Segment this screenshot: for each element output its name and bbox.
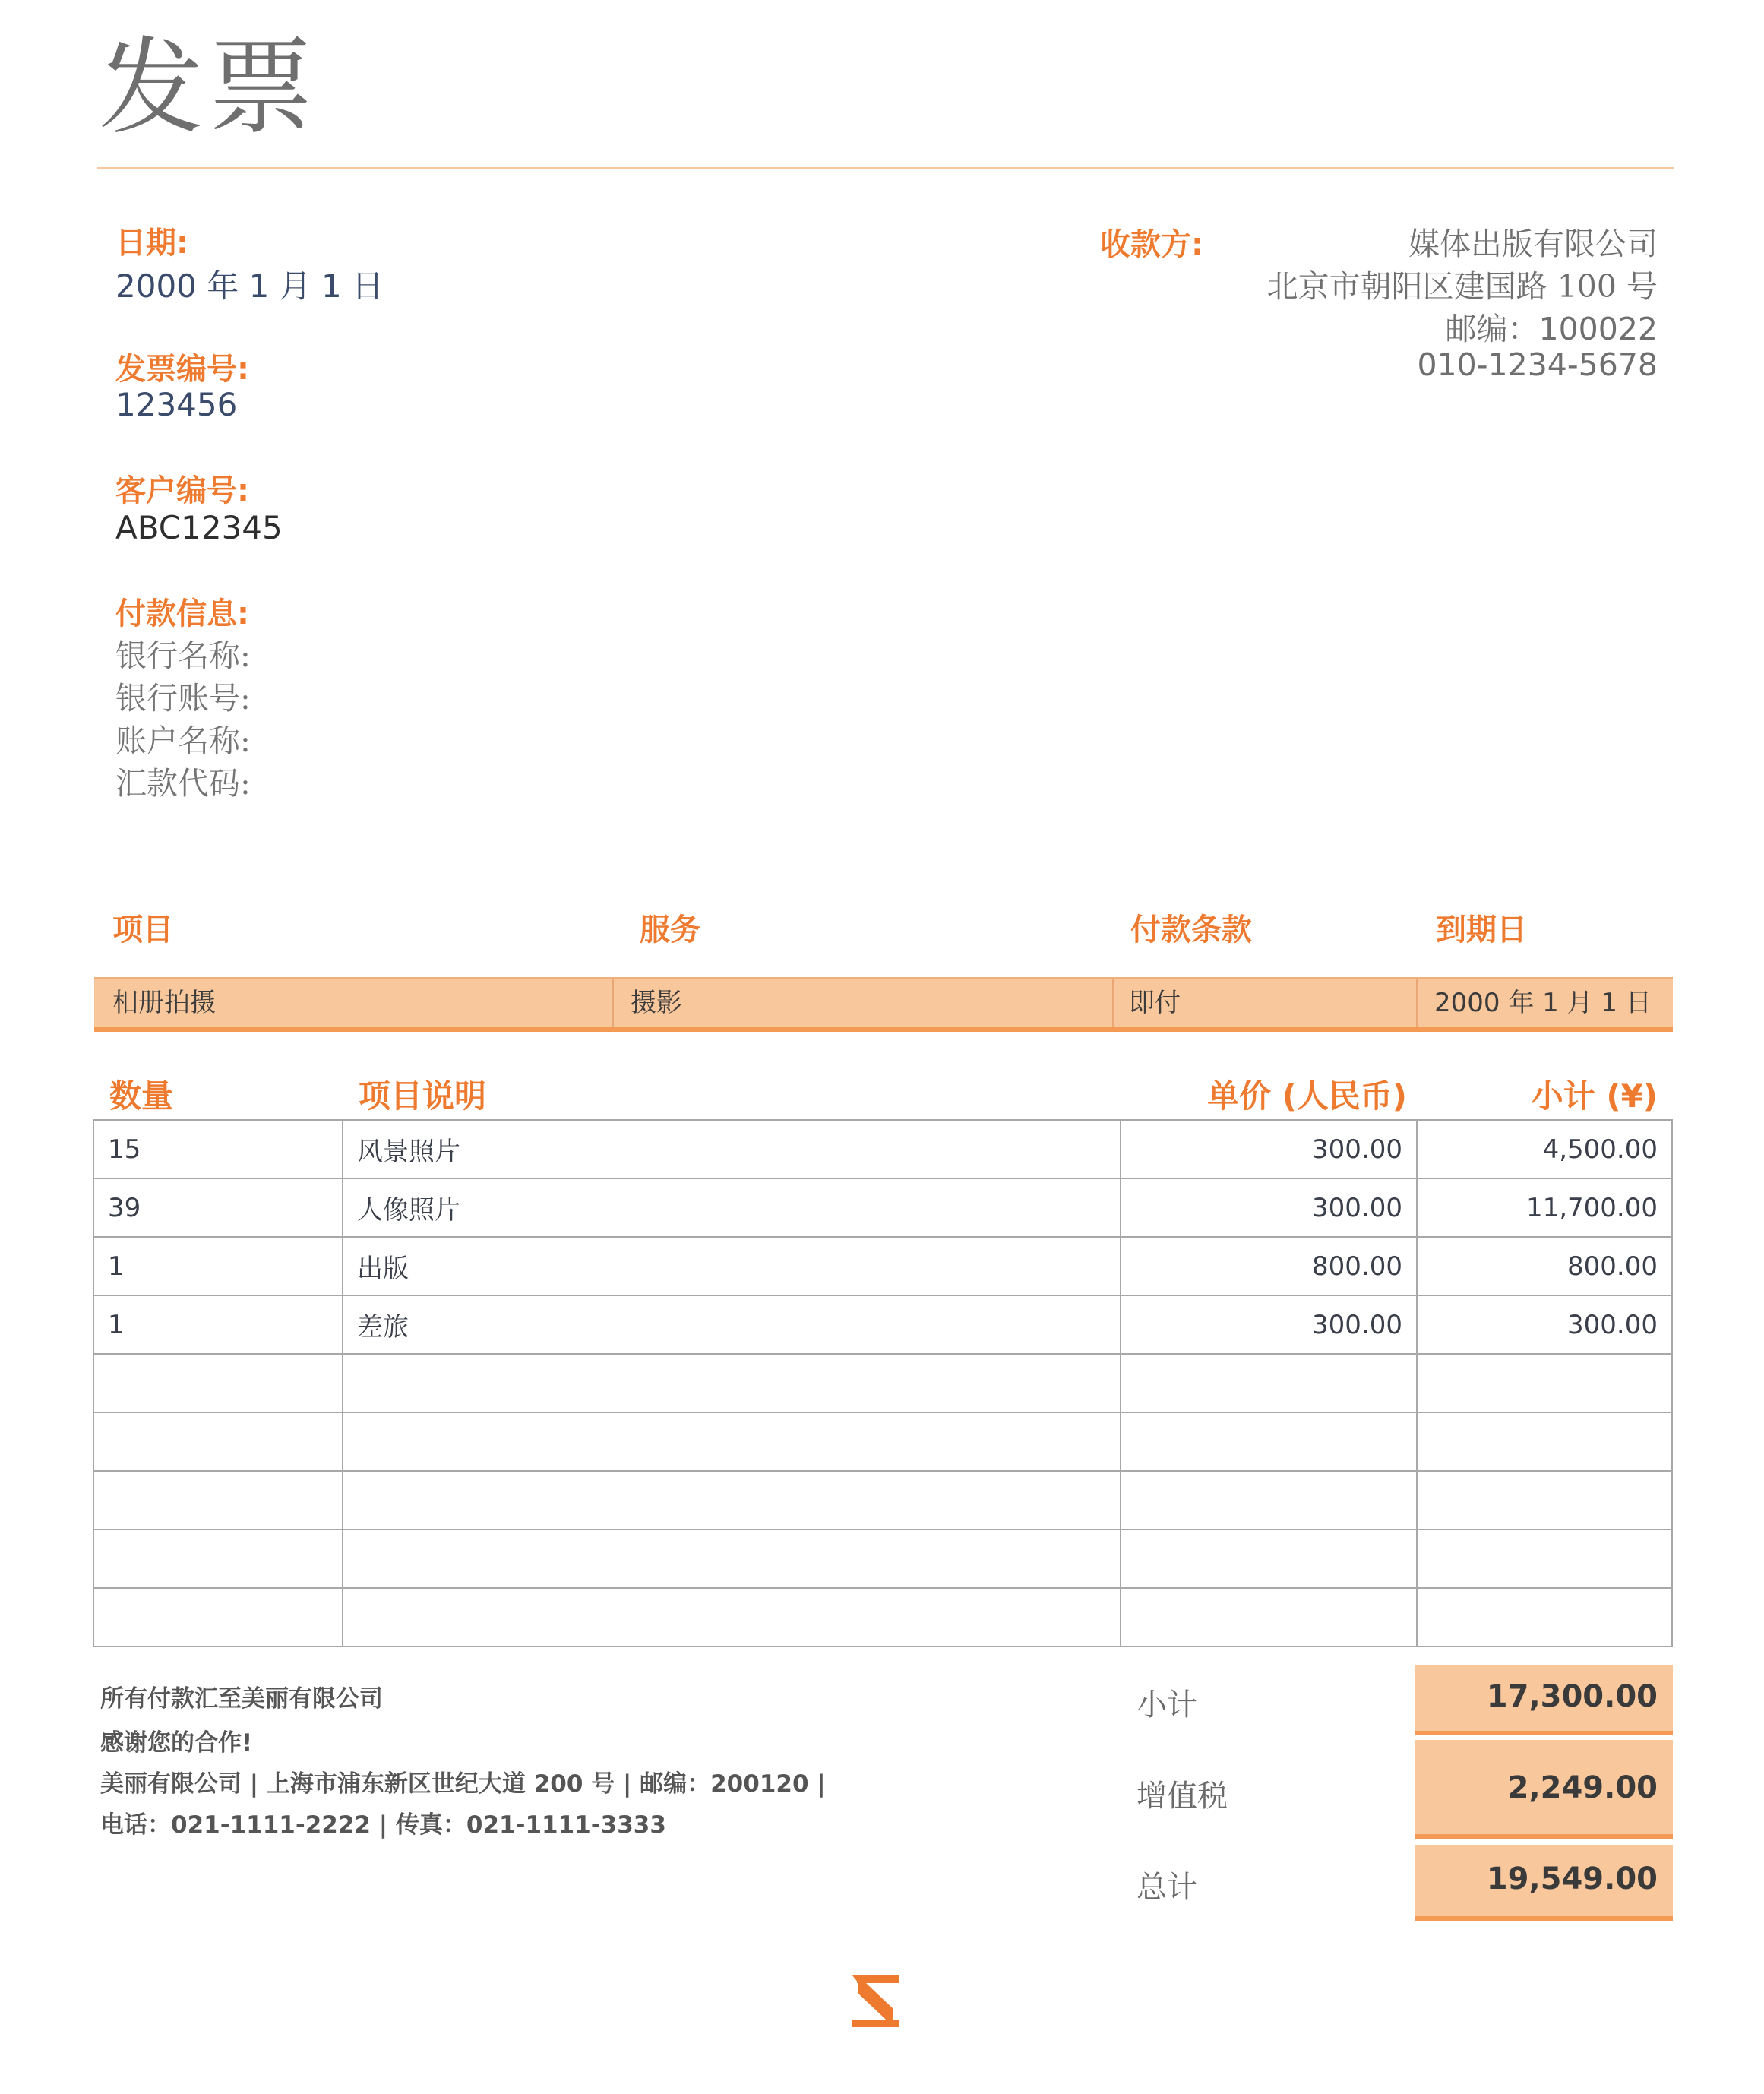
item-description: 出版	[343, 1237, 1121, 1295]
item-qty: 1	[93, 1237, 343, 1295]
item-unit-price	[1121, 1588, 1417, 1646]
payee-postcode: 邮编：100022	[1445, 311, 1658, 347]
item-description: 风景照片	[343, 1120, 1121, 1178]
service-type: 摄影	[631, 988, 682, 1018]
payee-phone: 010-1234-5678	[1417, 346, 1658, 383]
note-thanks: 感谢您的合作!	[100, 1729, 253, 1757]
note-address: 美丽有限公司 | 上海市浦东新区世纪大道 200 号 | 邮编：200120 |	[100, 1770, 826, 1798]
account-name-label: 账户名称:	[115, 723, 251, 759]
subtotal-label: 小计	[1136, 1688, 1197, 1722]
invoice-number-label: 发票编号:	[115, 352, 249, 387]
service-header-terms: 付款条款	[1130, 913, 1252, 947]
item-unit-price	[1121, 1412, 1417, 1471]
item-subtotal	[1417, 1529, 1672, 1588]
payee-label: 收款方:	[1100, 227, 1203, 262]
service-header-due: 到期日	[1436, 913, 1527, 947]
item-description	[343, 1529, 1121, 1588]
payee-address: 北京市朝阳区建国路 100 号	[1266, 268, 1658, 305]
note-payment: 所有付款汇至美丽有限公司	[100, 1685, 383, 1713]
hourglass-logo-icon	[849, 1972, 903, 2030]
item-unit-price: 300.00	[1121, 1178, 1417, 1237]
items-header-subtotal: 小计 (¥)	[1531, 1077, 1658, 1115]
item-qty: 1	[93, 1295, 343, 1354]
vat-label: 增值税	[1136, 1779, 1228, 1814]
service-row	[94, 977, 1673, 1032]
item-subtotal	[1417, 1471, 1672, 1529]
items-table	[93, 1119, 1673, 1647]
item-qty	[93, 1412, 343, 1471]
service-header-service: 服务	[640, 913, 700, 947]
item-qty	[93, 1354, 343, 1412]
table-row	[93, 1471, 1672, 1529]
table-row	[93, 1120, 1672, 1178]
title-divider	[97, 167, 1674, 169]
service-divider	[1112, 979, 1114, 1027]
total-box	[1415, 1845, 1673, 1921]
item-description	[343, 1588, 1121, 1646]
service-header-item: 项目	[112, 913, 173, 947]
item-unit-price: 300.00	[1121, 1120, 1417, 1178]
item-subtotal: 4,500.00	[1417, 1120, 1672, 1178]
item-description: 差旅	[343, 1295, 1121, 1354]
customer-number-value: ABC12345	[115, 509, 283, 546]
service-divider	[612, 979, 614, 1027]
table-row	[93, 1588, 1672, 1646]
bank-name-label: 银行名称:	[115, 637, 251, 674]
table-row	[93, 1237, 1672, 1295]
item-subtotal	[1417, 1412, 1672, 1471]
item-description	[343, 1471, 1121, 1529]
table-row	[93, 1412, 1672, 1471]
subtotal-value: 17,300.00	[1486, 1679, 1658, 1714]
item-description	[343, 1412, 1121, 1471]
date-label: 日期:	[115, 226, 188, 261]
item-qty: 39	[93, 1178, 343, 1237]
items-header-qty: 数量	[109, 1077, 174, 1115]
item-subtotal: 11,700.00	[1417, 1178, 1672, 1237]
items-header-price: 单价 (人民币)	[1206, 1077, 1407, 1115]
item-qty	[93, 1471, 343, 1529]
note-contact: 电话：021-1111-2222 | 传真：021-1111-3333	[100, 1811, 666, 1839]
item-description: 人像照片	[343, 1178, 1121, 1237]
invoice-number-value: 123456	[115, 386, 238, 423]
total-label: 总计	[1136, 1870, 1197, 1905]
item-subtotal	[1417, 1588, 1672, 1646]
item-unit-price	[1121, 1354, 1417, 1412]
table-row	[93, 1178, 1672, 1237]
table-row	[93, 1529, 1672, 1588]
item-description	[343, 1354, 1121, 1412]
item-unit-price: 800.00	[1121, 1237, 1417, 1295]
item-subtotal	[1417, 1354, 1672, 1412]
subtotal-box	[1415, 1665, 1673, 1735]
item-unit-price	[1121, 1471, 1417, 1529]
item-qty	[93, 1529, 343, 1588]
items-header-desc: 项目说明	[359, 1077, 487, 1115]
item-subtotal: 800.00	[1417, 1237, 1672, 1295]
payment-info-label: 付款信息:	[115, 596, 249, 631]
service-terms: 即付	[1129, 988, 1181, 1018]
table-row	[93, 1354, 1672, 1412]
item-unit-price	[1121, 1529, 1417, 1588]
total-value: 19,549.00	[1486, 1862, 1658, 1896]
date-value: 2000 年 1 月 1 日	[115, 267, 384, 305]
bank-account-label: 银行账号:	[115, 680, 251, 716]
table-row	[93, 1295, 1672, 1354]
customer-number-label: 客户编号:	[115, 473, 249, 508]
item-qty	[93, 1588, 343, 1646]
service-divider	[1416, 979, 1418, 1027]
vat-box	[1415, 1740, 1673, 1839]
item-unit-price: 300.00	[1121, 1295, 1417, 1354]
service-due-date: 2000 年 1 月 1 日	[1434, 988, 1652, 1018]
page-title: 发票	[99, 27, 318, 149]
remittance-code-label: 汇款代码:	[115, 765, 251, 802]
service-item: 相册拍摄	[112, 988, 216, 1018]
payee-company: 媒体出版有限公司	[1408, 226, 1658, 262]
item-subtotal: 300.00	[1417, 1295, 1672, 1354]
vat-value: 2,249.00	[1507, 1770, 1658, 1805]
item-qty: 15	[93, 1120, 343, 1178]
